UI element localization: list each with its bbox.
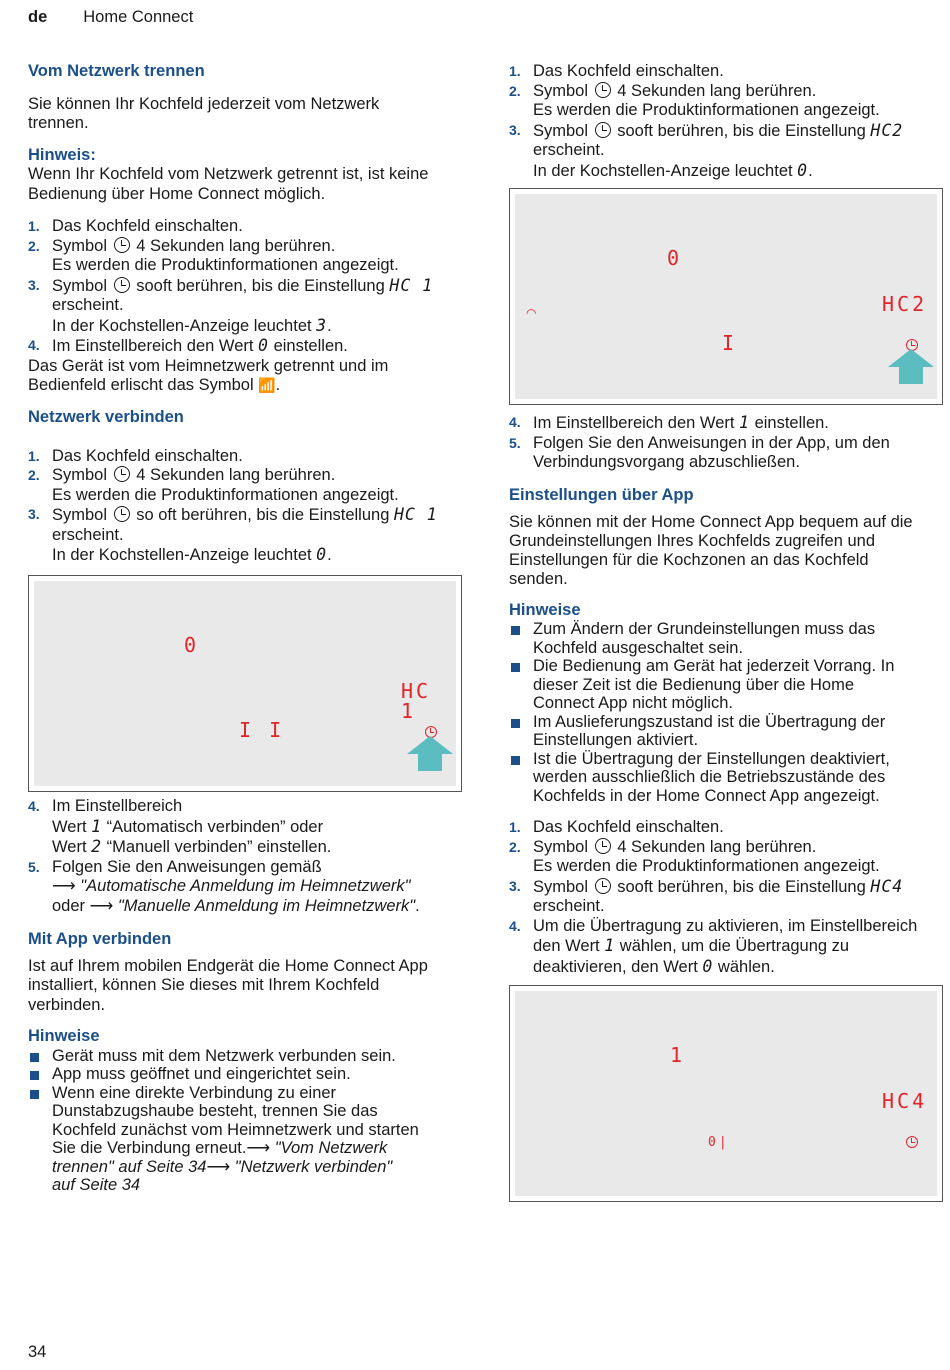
note-label: Hinweis: — [28, 145, 96, 164]
list-item: 3. Symbol sooft berühren, bis die Einstellung HC2 erscheint. In der Kochstellen-Anzeige leuchtet 0. — [509, 120, 904, 180]
intro-line: installiert, können Sie dieses mit Ihrem Kochfeld — [28, 976, 380, 994]
list-item: Ist die Übertragung der Einstellungen deaktiviert, werden ausschließlich die Betriebszustände des Kochfelds in der Home Connect App angezeigt. — [509, 750, 945, 806]
outro-line: Das Gerät ist vom Heimnetzwerk getrennt und im — [28, 356, 389, 375]
segment-display-text: HC 1 — [389, 275, 434, 295]
intro-line: senden. — [509, 569, 568, 588]
list-item: 3. Symbol sooft berühren, bis die Einstellung HC 1 erscheint. In der Kochstellen-Anzeige leuchtet 3. — [28, 275, 434, 335]
intro-line: Ist auf Ihrem mobilen Endgerät die Home Connect App — [28, 956, 428, 975]
link-arrow-icon: ⟶ — [52, 877, 76, 895]
link-disconnect-page[interactable]: trennen" auf Seite 34 — [52, 1157, 207, 1176]
heading-app-settings: Einstellungen über App — [509, 486, 694, 504]
list-item: 2. Symbol 4 Sekunden lang berühren. Es werden die Produktinformationen angezeigt. — [509, 81, 880, 119]
intro-line: trennen. — [28, 114, 89, 132]
list-item: Wenn eine direkte Verbindung zu einer Dunstabzugshaube besteht, trennen Sie das Kochfeld zunächst vom Heimnetzwerk und starten Sie die Verbindung erneut.⟶ "Vom Netzwerk trennen" auf Seite 34⟶ "Netzwerk verbinden" auf Seite 34 — [28, 1084, 468, 1195]
panel-timer-icon — [906, 1136, 918, 1148]
connect-steps-continued — [28, 797, 468, 916]
link-connect-page[interactable]: auf Seite 34 — [52, 1176, 141, 1194]
timer-icon — [114, 277, 130, 293]
list-item: 2. Symbol 4 Sekunden lang berühren. Es werden die Produktinformationen angezeigt. — [28, 466, 399, 504]
list-item: Zum Ändern der Grundeinstellungen muss das Kochfeld ausgeschaltet sein. — [509, 620, 945, 657]
panel-display-top: 0 — [184, 633, 200, 657]
panel-display-right: HC4 — [882, 1089, 928, 1113]
panel-display-mid: 0| — [708, 1135, 730, 1150]
list-item: 5. Folgen Sie den Anweisungen in der App, um den Verbindungsvorgang abzuschließen. — [509, 433, 890, 471]
panel-display-right: HC2 — [882, 292, 928, 316]
panel-display-mid: I I — [239, 718, 285, 742]
intro-line: Sie können Ihr Kochfeld jederzeit vom Netzwerk — [28, 94, 380, 113]
timer-icon — [595, 838, 611, 854]
list-item: 1. Das Kochfeld einschalten. — [509, 62, 724, 80]
list-item: 4. Im Einstellbereich Wert 1 “Automatisch verbinden” oder Wert 2 “Manuell verbinden” einstellen. — [28, 797, 332, 856]
timer-icon — [114, 506, 130, 522]
wifi-icon: 📶 — [258, 377, 276, 393]
list-item: 5. Folgen Sie den Anweisungen gemäß ⟶ "Automatische Anmeldung im Heimnetzwerk" oder ⟶ "Manuelle Anmeldung im Heimnetzwerk". — [28, 857, 420, 915]
list-item: 1. Das Kochfeld einschalten. — [28, 446, 243, 465]
link-connect-page[interactable]: "Netzwerk verbinden" — [234, 1157, 393, 1176]
notes-label: Hinweise — [28, 1027, 100, 1045]
link-arrow-icon: ⟶ — [89, 896, 114, 915]
list-item: Gerät muss mit dem Netzwerk verbunden sein. — [28, 1047, 468, 1066]
heading-connect: Netzwerk verbinden — [28, 408, 184, 426]
intro-line: verbinden. — [28, 995, 106, 1014]
link-auto-login[interactable]: "Automatische Anmeldung im Heimnetzwerk" — [80, 877, 411, 895]
link-arrow-icon: ⟶ — [206, 1157, 231, 1176]
link-disconnect-page[interactable]: "Vom Netzwerk — [274, 1139, 388, 1157]
panel-display-top: 0 — [667, 246, 683, 270]
steps-list — [28, 217, 468, 357]
list-item: 4. Im Einstellbereich den Wert 1 einstellen. — [509, 413, 829, 432]
heading-app-connect: Mit App verbinden — [28, 930, 172, 948]
arrow-up-icon — [407, 736, 453, 754]
section-connect — [28, 408, 468, 566]
link-manual-login[interactable]: "Manuelle Anmeldung im Heimnetzwerk" — [117, 896, 416, 915]
panel-display-top: 1 — [670, 1043, 686, 1067]
panel-display-mid: I — [722, 331, 738, 355]
language-code: de — [28, 8, 48, 26]
timer-icon — [114, 466, 130, 482]
cooktop-panel-illustration — [509, 188, 943, 405]
outro-line: Bedienfeld erlischt das Symbol 📶. — [28, 376, 281, 394]
timer-icon — [595, 878, 611, 894]
list-item: 1. Das Kochfeld einschalten. — [509, 818, 724, 836]
section-app-settings — [509, 486, 945, 977]
list-item: 2. Symbol 4 Sekunden lang berühren. Es werden die Produktinformationen angezeigt. — [28, 236, 399, 274]
arrow-up-icon — [888, 349, 934, 367]
panel-wifi-icon: ◠ — [526, 306, 537, 320]
list-item: 3. Symbol so oft berühren, bis die Einstellung HC 1 erscheint. In der Kochstellen-Anzeige leuchtet 0. — [28, 505, 438, 564]
section-app-connect — [28, 930, 468, 1195]
cooktop-panel-illustration — [509, 985, 943, 1202]
intro-line: Sie können mit der Home Connect App bequem auf die — [509, 512, 913, 531]
bullet-list — [509, 620, 945, 805]
page-header — [28, 8, 193, 28]
list-item: 4. Um die Übertragung zu aktivieren, im Einstellbereich den Wert 1 wählen, um die Übertragung zu deaktivieren, den Wert 0 wählen. — [509, 916, 918, 976]
cooktop-panel-illustration — [28, 575, 462, 792]
list-item: 3. Symbol sooft berühren, bis die Einstellung HC4 erscheint. — [509, 876, 904, 915]
notes-label: Hinweise — [509, 600, 581, 619]
steps-list — [28, 447, 468, 566]
list-item: 1. Das Kochfeld einschalten. — [28, 217, 243, 235]
intro-line: Grundeinstellungen Ihres Kochfelds zugreifen und — [509, 531, 875, 550]
note-line: Bedienung über Home Connect möglich. — [28, 184, 326, 203]
list-item: Im Auslieferungszustand ist die Übertragung der Einstellungen aktiviert. — [509, 713, 945, 750]
list-item: Die Bedienung am Gerät hat jederzeit Vorrang. In dieser Zeit ist die Bedienung über die Home Connect App nicht möglich. — [509, 657, 945, 713]
timer-icon — [595, 82, 611, 98]
header-title: Home Connect — [83, 8, 194, 26]
section-disconnect — [28, 62, 468, 396]
right-steps-continued — [509, 413, 941, 473]
list-item: 4. Im Einstellbereich den Wert 0 einstellen. — [28, 336, 348, 355]
list-item: 2. Symbol 4 Sekunden lang berühren. Es werden die Produktinformationen angezeigt. — [509, 837, 880, 875]
timer-icon — [114, 237, 130, 253]
intro-line: Einstellungen für die Kochzonen an das Kochfeld — [509, 550, 869, 569]
page-number: 34 — [28, 1343, 47, 1361]
right-steps — [509, 62, 941, 181]
panel-display-right: HC 1 — [401, 679, 432, 723]
timer-icon — [595, 122, 611, 138]
note-line: Wenn Ihr Kochfeld vom Netzwerk getrennt ist, ist keine — [28, 165, 429, 183]
bullet-list — [28, 1047, 468, 1195]
heading-disconnect: Vom Netzwerk trennen — [28, 62, 205, 80]
steps-list — [509, 818, 945, 977]
list-item: App muss geöffnet und eingerichtet sein. — [28, 1065, 468, 1084]
link-arrow-icon: ⟶ — [246, 1139, 271, 1157]
